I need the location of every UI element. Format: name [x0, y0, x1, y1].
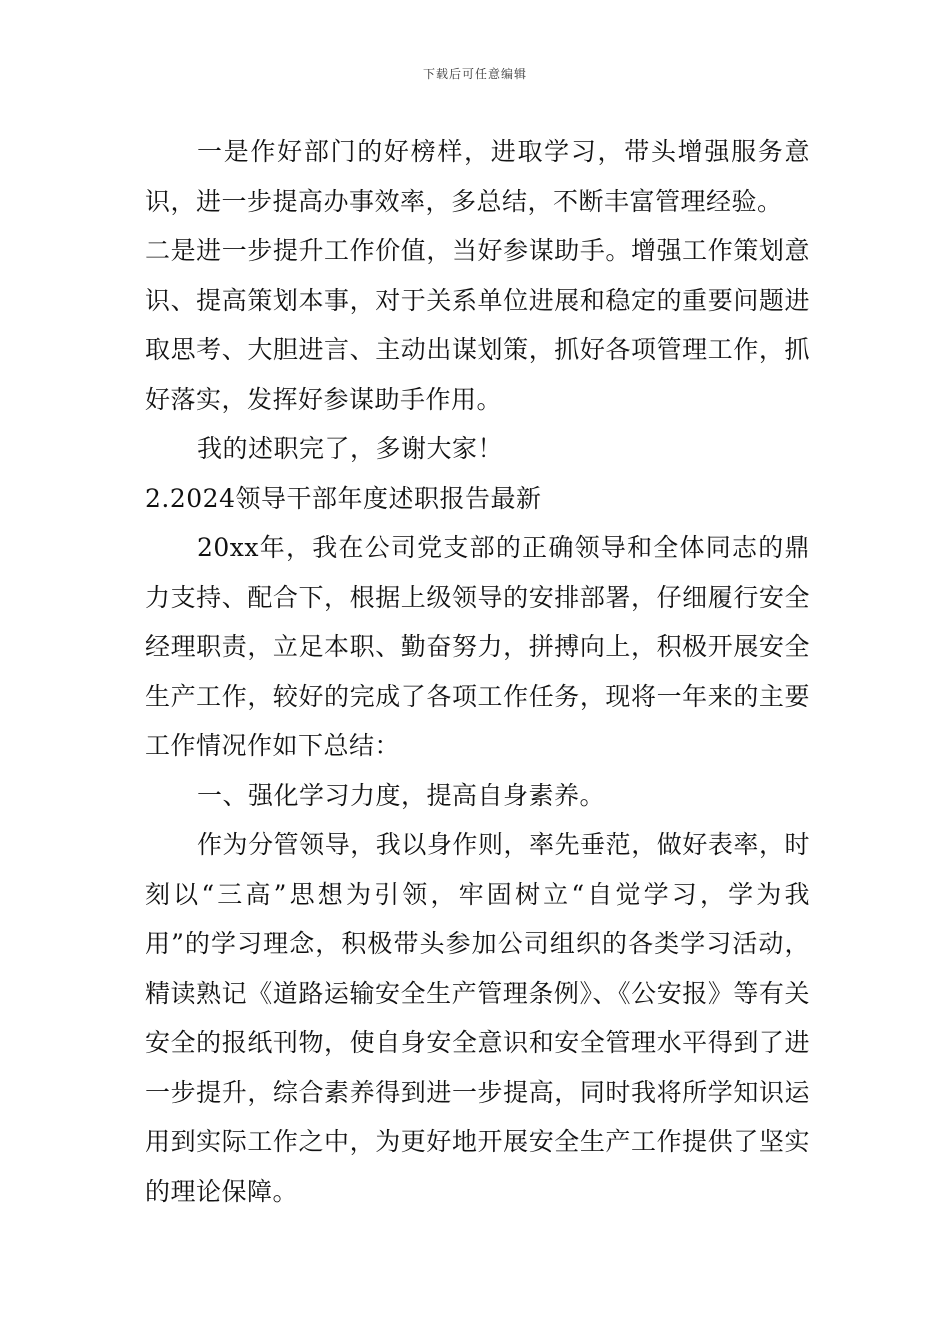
paragraph-closing-thanks: 我的述职完了，多谢大家！: [197, 434, 504, 463]
paragraph-learning-detail: 作为分管领导，我以身作则，率先垂范，做好表率，时刻以“三高”思想为引领，牢固树立“自觉学习，学为我用”的学习理念，积极带头参加公司组织的各类学习活动，精读熟记《道路运输安全生产管理条例》、《公安报》等有关安全的报纸刊物，使自身安全意识和安全管理水平得到了进一步提升，综合素养得到进一步提高，同时我将所学知识运用到实际工作之中，为更好地开展安全生产工作提供了坚实的理论保障。: [145, 830, 810, 1206]
document-body: [145, 127, 810, 1216]
page-header-note: 下载后可任意编辑: [422, 67, 527, 81]
paragraph-second-point: 二是进一步提升工作价值，当好参谋助手。增强工作策划意识、提高策划本事，对于关系单位进展和稳定的重要问题进取思考、大胆进言、主动出谋划策，抓好各项管理工作，抓好落实，发挥好参谋助手作用。: [145, 236, 810, 414]
subheading-strengthen-learning: 一、强化学习力度，提高自身素养。: [197, 780, 606, 810]
paragraph-intro: 20xx年，我在公司党支部的正确领导和全体同志的鼎力支持、配合下，根据上级领导的安排部署，仔细履行安全经理职责，立足本职、勤奋努力，拼搏向上，积极开展安全生产工作，较好的完成了各项工作任务，现将一年来的主要工作情况作如下总结：: [145, 533, 810, 760]
section-heading: 2.2024领导干部年度述职报告最新: [145, 483, 542, 513]
paragraph-first-point: 一是作好部门的好榜样，进取学习，带头增强服务意识，进一步提高办事效率，多总结，不断丰富管理经验。: [145, 137, 810, 216]
